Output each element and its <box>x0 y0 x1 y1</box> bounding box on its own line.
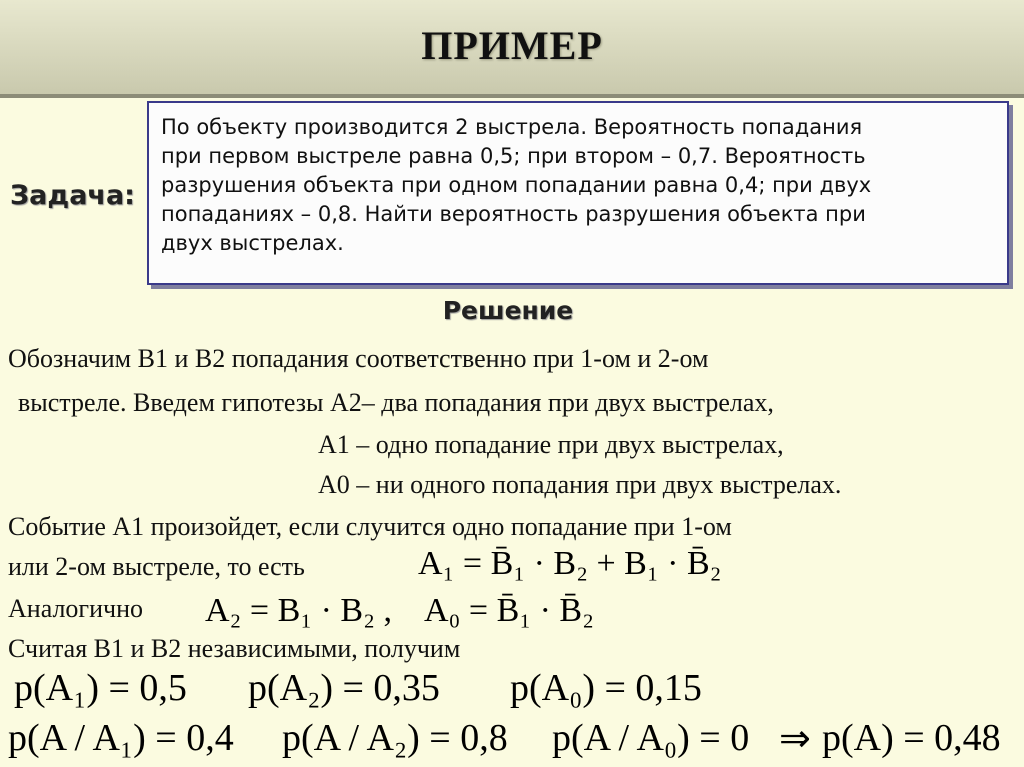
formula-pa: p(A) = 0,48 <box>822 717 1001 759</box>
solution-line: Событие А1 произойдет, если случится одно попадание при 1-ом <box>8 512 732 541</box>
formula-a1: A₁ = B̄₁ · B₂ + B₁ · B̄₂ <box>418 545 722 582</box>
solution-line: Считая В1 и В2 независимыми, получим <box>8 634 461 663</box>
formula-paa2: p(A / A₂) = 0,8 <box>282 717 508 759</box>
solution-line: или 2-ом выстреле, то есть <box>8 552 305 581</box>
formula-a2: A₂ = B₁ · B₂ , <box>205 592 392 629</box>
solution-title: Решение <box>442 296 574 325</box>
formula-a0: A₀ = B̄₁ · B̄₂ <box>424 592 594 629</box>
formula-pa1: p(A₁) = 0,5 <box>14 667 187 709</box>
solution-line: А1 – одно попадание при двух выстрелах, <box>318 430 784 459</box>
task-line: разрушения объекта при одном попадании равна 0,4; при двух <box>161 173 872 197</box>
formula-pa2: p(A₂) = 0,35 <box>248 667 440 709</box>
task-line: попаданиях – 0,8. Найти вероятность разрушения объекта при <box>161 202 866 226</box>
solution-line: Обозначим В1 и В2 попадания соответственно при 1-ом и 2-ом <box>8 344 709 373</box>
formula-paa1: p(A / A₁) = 0,4 <box>8 717 234 759</box>
page-title: ПРИМЕР <box>421 23 603 68</box>
task-label: Задача: <box>10 180 135 211</box>
formula-pa0: p(A₀) = 0,15 <box>510 667 702 709</box>
implies-arrow-icon: ⇒ <box>779 718 811 760</box>
task-line: По объекту производится 2 выстрела. Вероятность попадания <box>161 115 863 139</box>
formula-paa0: p(A / A₀) = 0 <box>552 717 750 759</box>
task-line: при первом выстреле равна 0,5; при втором – 0,7. Вероятность <box>161 144 866 168</box>
solution-line: Аналогично <box>8 594 144 623</box>
task-line: двух выстрелах. <box>161 231 344 255</box>
solution-line: выстреле. Введем гипотезы А2– два попадания при двух выстрелах, <box>18 388 774 417</box>
solution-line: А0 – ни одного попадания при двух выстрелах. <box>318 470 842 499</box>
task-box <box>147 101 1009 285</box>
